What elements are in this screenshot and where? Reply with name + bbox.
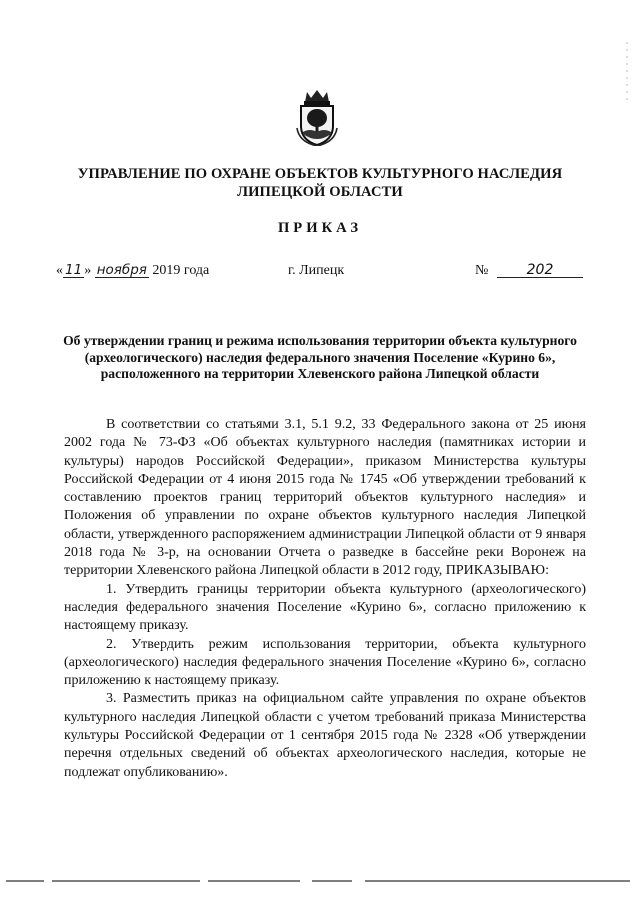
date-year: 2019 года: [152, 263, 210, 278]
scan-edge-marks: [626, 42, 628, 102]
document-type: ПРИКАЗ: [277, 220, 363, 236]
date-close-quote: »: [84, 263, 92, 278]
order-body: [64, 416, 586, 782]
order-item-2: 2. Утвердить режим использования территории, объекта культурного (археологического) наследия федерального значения Поселение «Курино 6», согласно приложению к настоящему приказу.: [64, 636, 586, 689]
number-sign: №: [475, 263, 489, 278]
coat-of-arms-icon: [295, 88, 339, 146]
date-open-quote: «: [56, 263, 63, 278]
date-month: ноября: [96, 262, 147, 278]
order-item-1: 1. Утвердить границы территории объекта культурного (археологического) наследия федерального значения Поселение «Курино 6», согласно приложению к настоящему приказу.: [64, 581, 586, 634]
order-subject: Об утверждении границ и режима использования территории объекта культурного (археологического) наследия федерального значения Поселение «Курино 6», расположенного на территории Хлевенского района Липецкой области: [63, 333, 577, 381]
preamble-paragraph: В соответствии со статьями 3.1, 5.1 9.2, 33 Федерального закона от 25 июня 2002 года № 73-ФЗ «Об объектах культурного наследия (памятниках истории и культуры) народов Российской Федерации», приказом Министерства культуры Российской Федерации от 4 июня 2015 года № 1745 «Об утверждении требований к составлению проектов границ территорий объектов культурного наследия» и Положения об управлении по охране объектов культурного наследия Липецкой области, утвержденного распоряжением администрации Липецкой области от 9 января 2018 года № 3-р, на основании Отчета о разведке в бассейне реки Воронеж на территории Хлевенского района Липецкой области в 2012 году, ПРИКАЗЫВАЮ:: [64, 417, 586, 579]
organization-name-line1: УПРАВЛЕНИЕ ПО ОХРАНЕ ОБЪЕКТОВ КУЛЬТУРНОГО НАСЛЕДИЯ: [77, 166, 563, 182]
order-item-3: 3. Разместить приказ на официальном сайте управления по охране объектов культурного наследия Липецкой области с учетом требований приказа Министерства культуры Российской Федерации от 1 сентября 2015 года № 2328 «Об утверждении перечня отдельных сведений об объектах археологического наследия, которые не подлежат опубликованию».: [64, 691, 586, 780]
order-date: [56, 263, 209, 279]
city: г. Липецк: [288, 263, 345, 278]
date-day: 11: [65, 262, 83, 278]
scan-footer-lines: [0, 876, 640, 886]
organization-name-line2: ЛИПЕЦКОЙ ОБЛАСТИ: [237, 184, 403, 200]
order-number: 202: [497, 263, 583, 278]
